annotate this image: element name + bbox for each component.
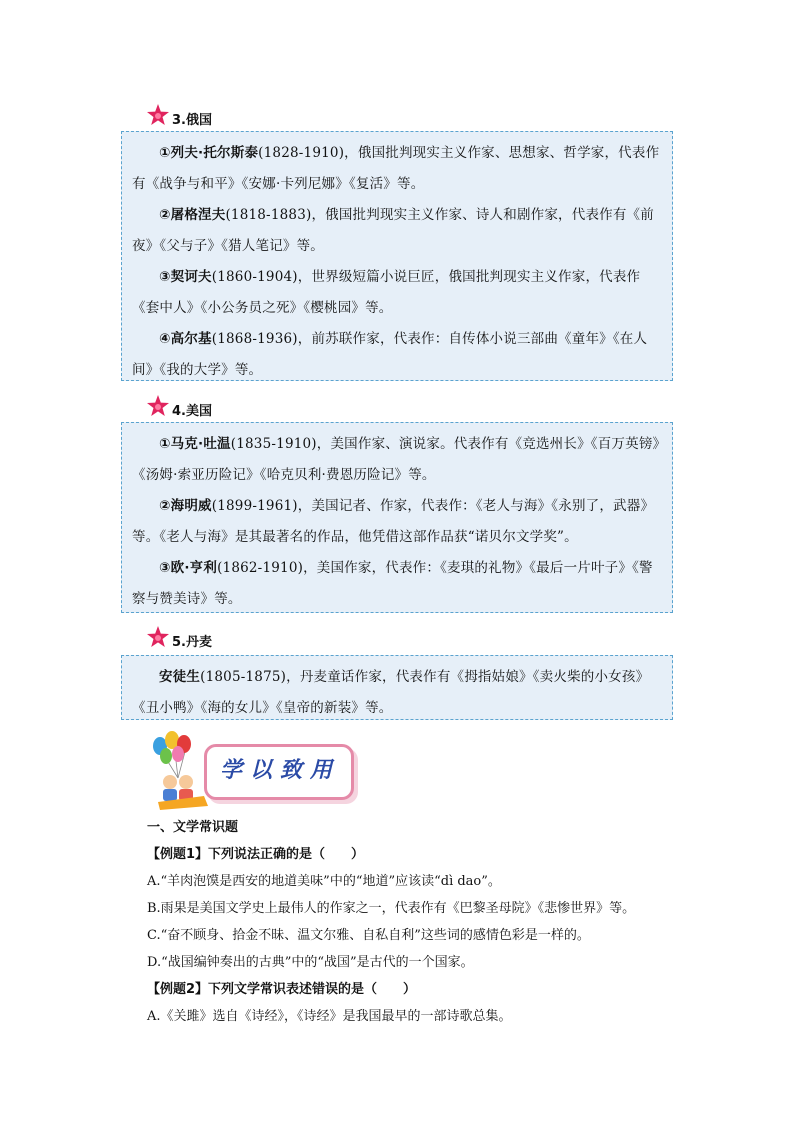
paragraph: ②屠格涅夫(1818-1883)，俄国批判现实主义作家、诗人和剧作家，代表作有《前夜》《父与子》《猎人笔记》等。 [132,207,654,254]
paragraph: ③契诃夫(1860-1904)，世界级短篇小说巨匠，俄国批判现实主义作家，代表作《套中人》《小公务员之死》《樱桃园》等。 [132,269,641,316]
question-1-option-d: D.“战国编钟奏出的古典”中的“战国”是古代的一个国家。 [147,955,474,970]
content-box-russia [121,131,673,381]
practice-banner [148,730,358,810]
section-heading-usa [146,391,212,421]
section-title: 4.美国 [172,403,212,419]
banner-title: 学以致用 [220,757,341,783]
question-1-option-b: B.雨果是美国文学史上最伟人的作家之一，代表作有《巴黎圣母院》《悲惨世界》等。 [147,901,636,916]
paragraph: ③欧·亨利(1862-1910)，美国作家，代表作：《麦琪的礼物》《最后一片叶子》《警察与赞美诗》等。 [132,560,653,607]
question-1-option-a: A.“羊肉泡馍是西安的地道美味”中的“地道”应该读“dì dao”。 [147,874,501,889]
part-title: 一、文学常识题 [147,820,239,835]
paragraph: ①马克·吐温(1835-1910)，美国作家、演说家。代表作有《竞选州长》《百万英镑》《汤姆·索亚历险记》《哈克贝利·费恩历险记》等。 [132,436,660,483]
section-title: 5.丹麦 [172,634,212,650]
question-2-title: 【例题2】下列文学常识表述错误的是（ ） [147,982,417,997]
paragraph: ①列夫·托尔斯泰(1828-1910)，俄国批判现实主义作家、思想家、哲学家，代表作有《战争与和平》《安娜·卡列尼娜》《复活》等。 [132,145,660,192]
star-icon [146,394,170,418]
question-2-option-a: A.《关雎》选自《诗经》，《诗经》是我国最早的一部诗歌总集。 [147,1009,512,1024]
paragraph: 安徒生(1805-1875)，丹麦童话作家，代表作有《拇指姑娘》《卖火柴的小女孩》《丑小鸭》《海的女儿》《皇帝的新装》等。 [132,669,650,716]
content-box-usa [121,422,673,613]
question-1-title: 【例题1】下列说法正确的是（ ） [147,847,365,862]
section-heading-russia [146,100,212,130]
section-heading-denmark [146,622,212,652]
question-1-option-c: C.“奋不顾身、拾金不昧、温文尔雅、自私自利”这些词的感情色彩是一样的。 [147,928,590,943]
section-title: 3.俄国 [172,112,212,128]
star-icon [146,625,170,649]
paragraph: ④高尔基(1868-1936)，前苏联作家，代表作：自传体小说三部曲《童年》《在人间》《我的大学》等。 [132,331,648,378]
paragraph: ②海明威(1899-1961)，美国记者、作家，代表作：《老人与海》《永别了，武器》等。《老人与海》是其最著名的作品，他凭借这部作品获“诺贝尔文学奖”。 [132,498,655,545]
content-box-denmark [121,655,673,720]
star-icon [146,103,170,127]
